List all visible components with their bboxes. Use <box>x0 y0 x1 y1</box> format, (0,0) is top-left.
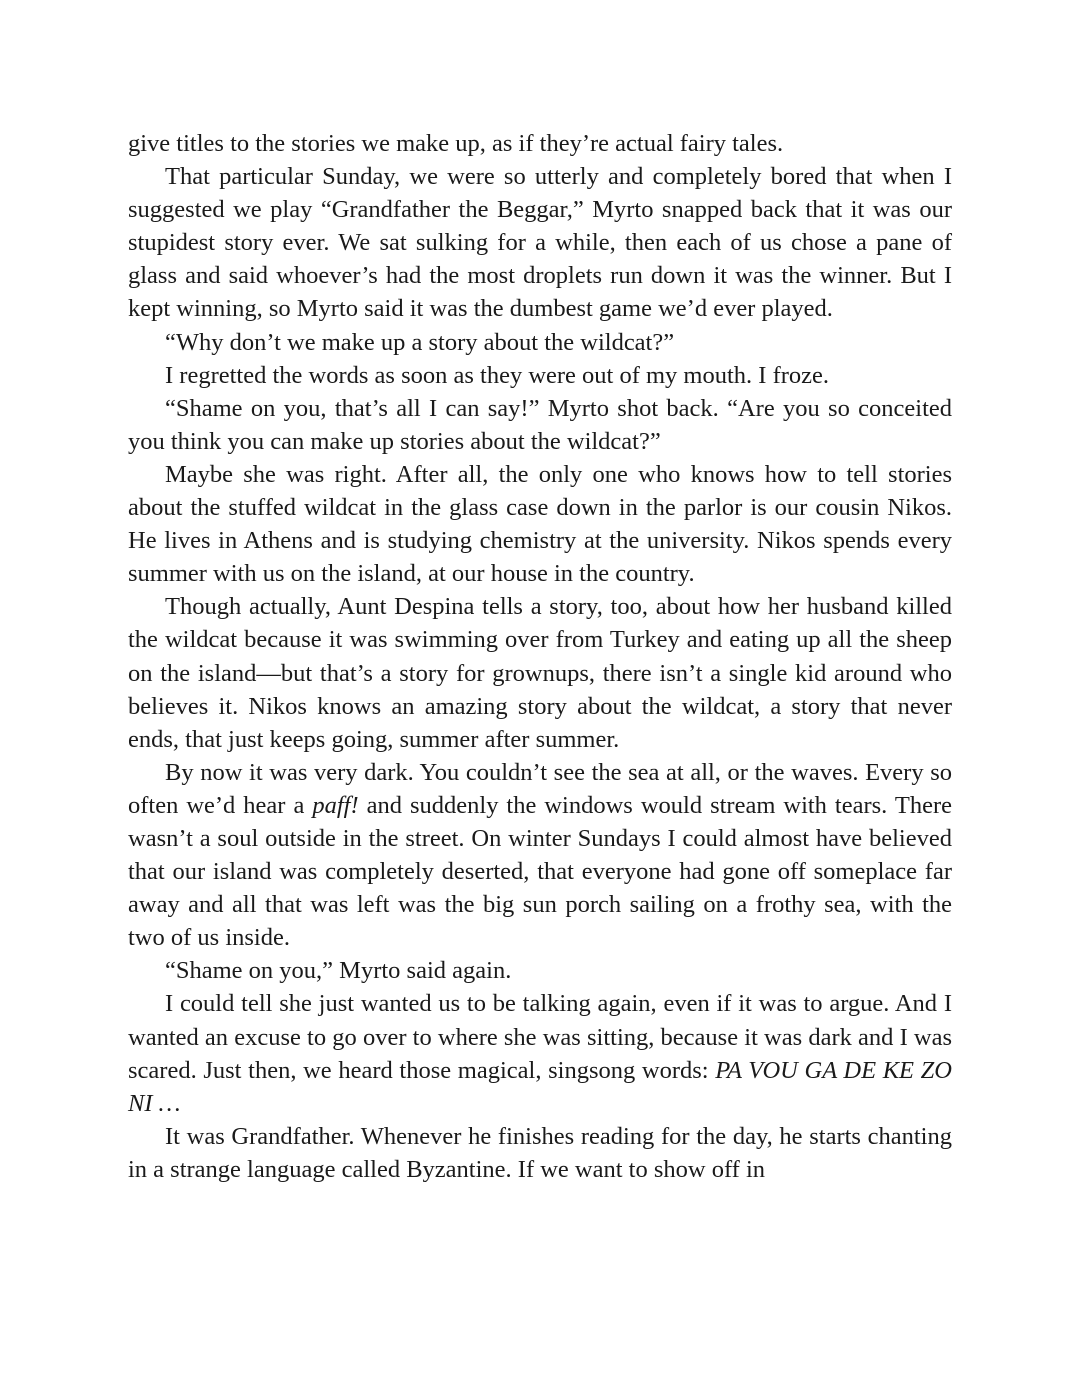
paragraph-text: “Shame on you,” Myrto said again. <box>165 957 512 985</box>
paragraph-text: By now it was very dark. You couldn’t see the sea at all, or the waves. Every so often we’d hear a <box>128 758 952 819</box>
paragraph-text: I regretted the words as soon as they were out of my mouth. I froze. <box>165 361 830 389</box>
paragraph-text: I could tell she just wanted us to be talking again, even if it was to argue. And I wanted an excuse to go over to where she was sitting, because it was dark and I was scared. Just then, we heard those magical, singsong words: <box>128 990 952 1084</box>
italic-text: paff! <box>312 791 359 819</box>
paragraph <box>128 458 952 590</box>
paragraph-text: That particular Sunday, we were so utterly and completely bored that when I suggested we play “Grandfather the Beggar,” Myrto snapped back that it was our stupidest story ever. We sat sulking for a while, then each of us chose a pane of glass and said whoever’s had the most droplets run down it was the winner. But I kept winning, so Myrto said it was the dumbest game we’d ever played. <box>128 163 952 323</box>
paragraph <box>128 392 952 458</box>
paragraph <box>128 326 952 359</box>
paragraph-text: It was Grandfather. Whenever he finishes reading for the day, he starts chanting in a strange language called Byzantine. If we want to show off in <box>128 1122 952 1183</box>
paragraph <box>128 359 952 392</box>
paragraph-text: Though actually, Aunt Despina tells a story, too, about how her husband killed the wildcat because it was swimming over from Turkey and eating up all the sheep on the island—but that’s a story for grownups, there isn’t a single kid around who believes it. Nikos knows an amazing story about the wildcat, a story that never ends, that just keeps going, summer after summer. <box>128 593 952 753</box>
paragraph <box>128 756 952 955</box>
paragraph <box>128 160 952 325</box>
paragraph <box>128 590 952 755</box>
paragraph <box>128 987 952 1119</box>
paragraph-text: Maybe she was right. After all, the only one who knows how to tell stories about the stuffed wildcat in the glass case down in the parlor is our cousin Nikos. He lives in Athens and is studying chemistry at the university. Nikos spends every summer with us on the island, at our house in the country. <box>128 460 952 588</box>
page-body <box>128 127 952 1186</box>
paragraph-text: give titles to the stories we make up, as if they’re actual fairy tales. <box>128 130 784 157</box>
paragraph <box>128 127 952 160</box>
paragraph-text: “Why don’t we make up a story about the wildcat?” <box>165 328 675 356</box>
paragraph-text: “Shame on you, that’s all I can say!” Myrto shot back. “Are you so conceited you think you can make up stories about the wildcat?” <box>128 394 952 455</box>
paragraph <box>128 1120 952 1186</box>
paragraph <box>128 954 952 987</box>
paragraph-text: and suddenly the windows would stream with tears. There wasn’t a soul outside in the street. On winter Sundays I could almost have believed that our island was completely deserted, that everyone had gone off someplace far away and all that was left was the big sun porch sailing on a frothy sea, with the two of us inside. <box>128 791 952 952</box>
italic-text: PA VOU GA DE KE ZO NI … <box>128 1056 953 1117</box>
